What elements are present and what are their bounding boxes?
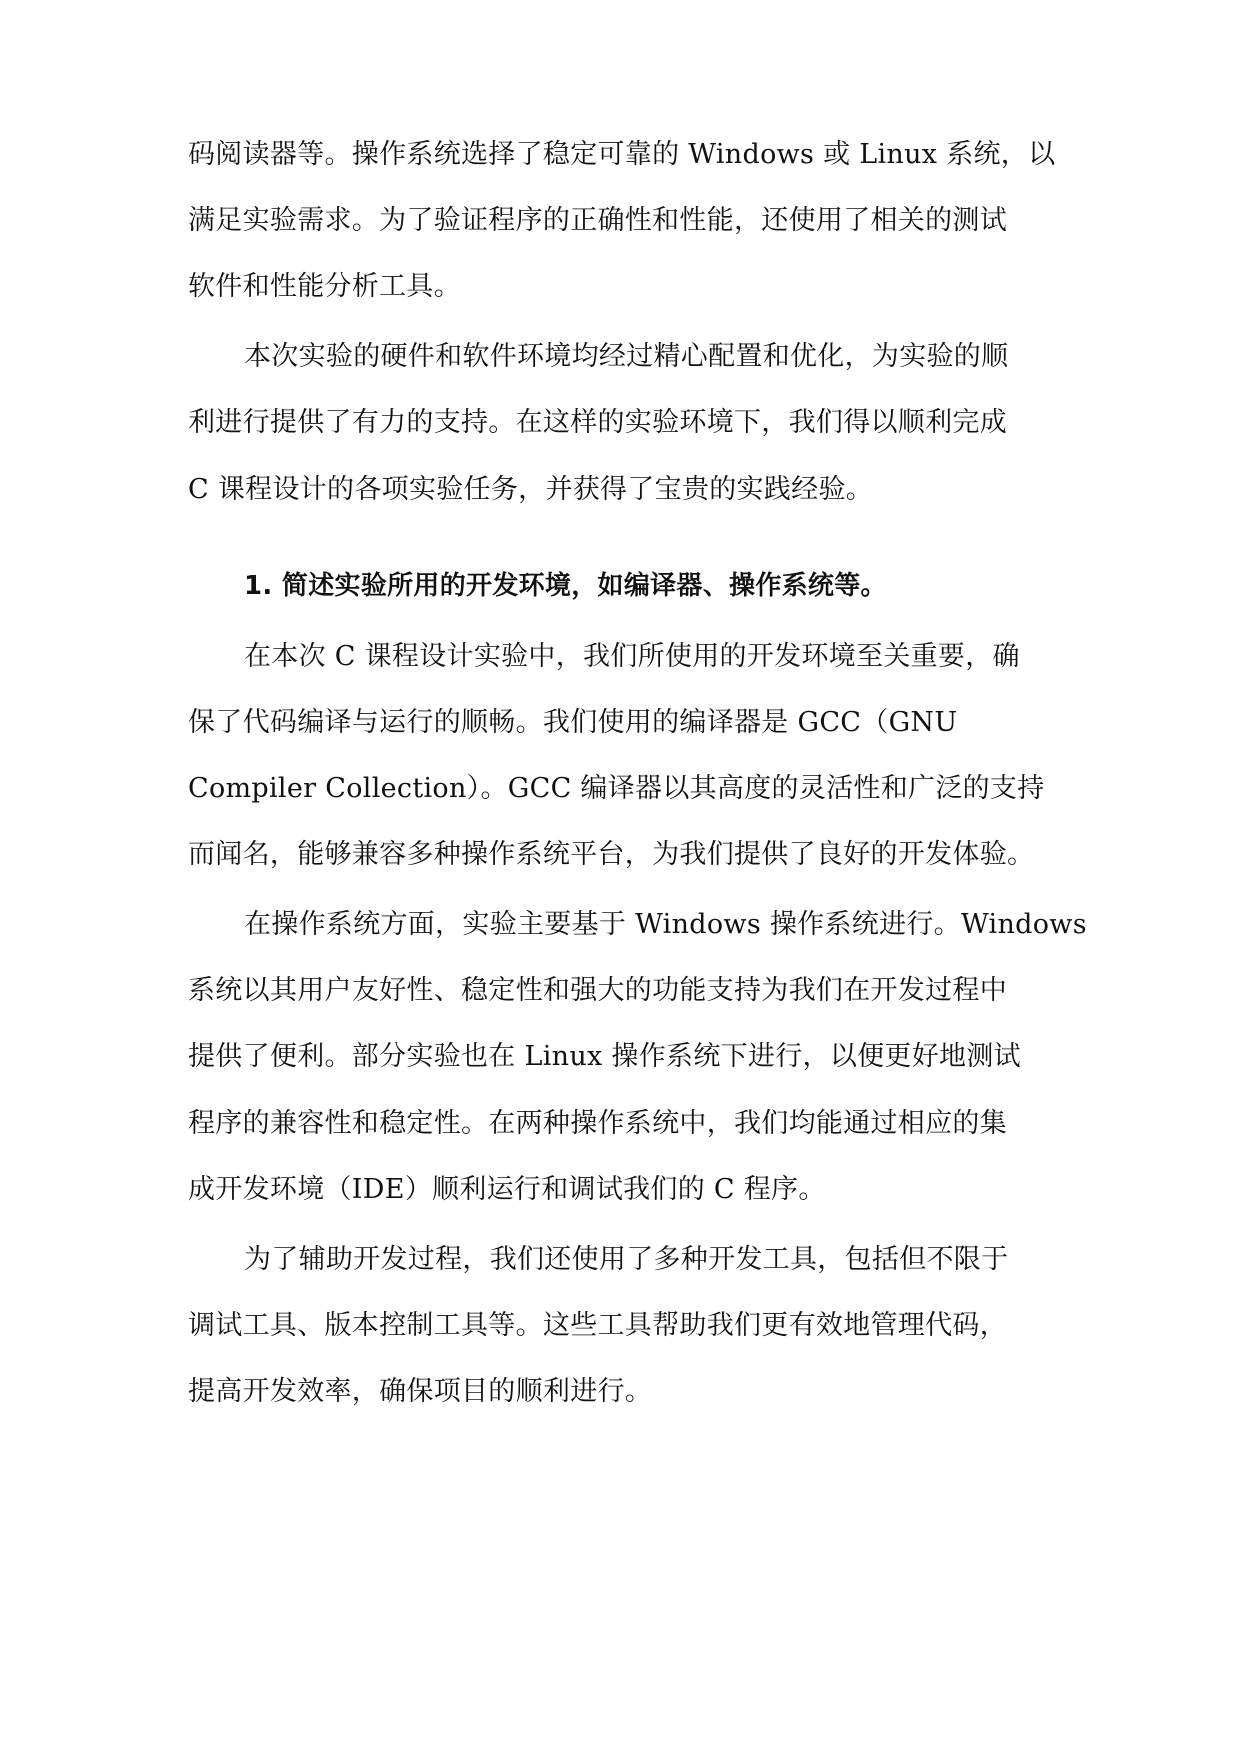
paragraph-1-line-3: 软件和性能分析工具。 — [188, 271, 461, 302]
section-heading: 1. 简述实验所用的开发环境，如编译器、操作系统等。 — [244, 571, 887, 601]
paragraph-3-line-3: Compiler Collection）。GCC 编译器以其高度的灵活性和广泛的支持 — [188, 773, 1045, 804]
paragraph-3-line-1: 在本次 C 课程设计实验中，我们所使用的开发环境至关重要，确 — [244, 641, 1020, 672]
paragraph-4-line-1: 在操作系统方面，实验主要基于 Windows 操作系统进行。Windows — [244, 909, 1087, 940]
paragraph-5-line-3: 提高开发效率，确保项目的顺利进行。 — [188, 1376, 653, 1407]
paragraph-3-line-4: 而闻名，能够兼容多种操作系统平台，为我们提供了良好的开发体验。 — [188, 839, 1035, 870]
paragraph-4-line-4: 程序的兼容性和稳定性。在两种操作系统中，我们均能通过相应的集 — [188, 1108, 1007, 1139]
paragraph-1-line-2: 满足实验需求。为了验证程序的正确性和性能，还使用了相关的测试 — [188, 205, 1007, 236]
paragraph-5-line-2: 调试工具、版本控制工具等。这些工具帮助我们更有效地管理代码， — [188, 1310, 1007, 1341]
paragraph-2-line-1: 本次实验的硬件和软件环境均经过精心配置和优化，为实验的顺 — [244, 341, 1009, 372]
paragraph-1-line-1: 码阅读器等。操作系统选择了稳定可靠的 Windows 或 Linux 系统，以 — [188, 139, 1056, 170]
paragraph-3-line-2: 保了代码编译与运行的顺畅。我们使用的编译器是 GCC（GNU — [188, 707, 958, 738]
paragraph-4-line-5: 成开发环境（IDE）顺利运行和调试我们的 C 程序。 — [188, 1174, 826, 1205]
paragraph-2-line-2: 利进行提供了有力的支持。在这样的实验环境下，我们得以顺利完成 — [188, 407, 1007, 438]
paragraph-5-line-1: 为了辅助开发过程，我们还使用了多种开发工具，包括但不限于 — [244, 1244, 1009, 1275]
paragraph-4-line-3: 提供了便利。部分实验也在 Linux 操作系统下进行，以便更好地测试 — [188, 1041, 1021, 1072]
paragraph-4-line-2: 系统以其用户友好性、稳定性和强大的功能支持为我们在开发过程中 — [188, 975, 1007, 1006]
paragraph-2-line-3: C 课程设计的各项实验任务，并获得了宝贵的实践经验。 — [188, 474, 874, 505]
